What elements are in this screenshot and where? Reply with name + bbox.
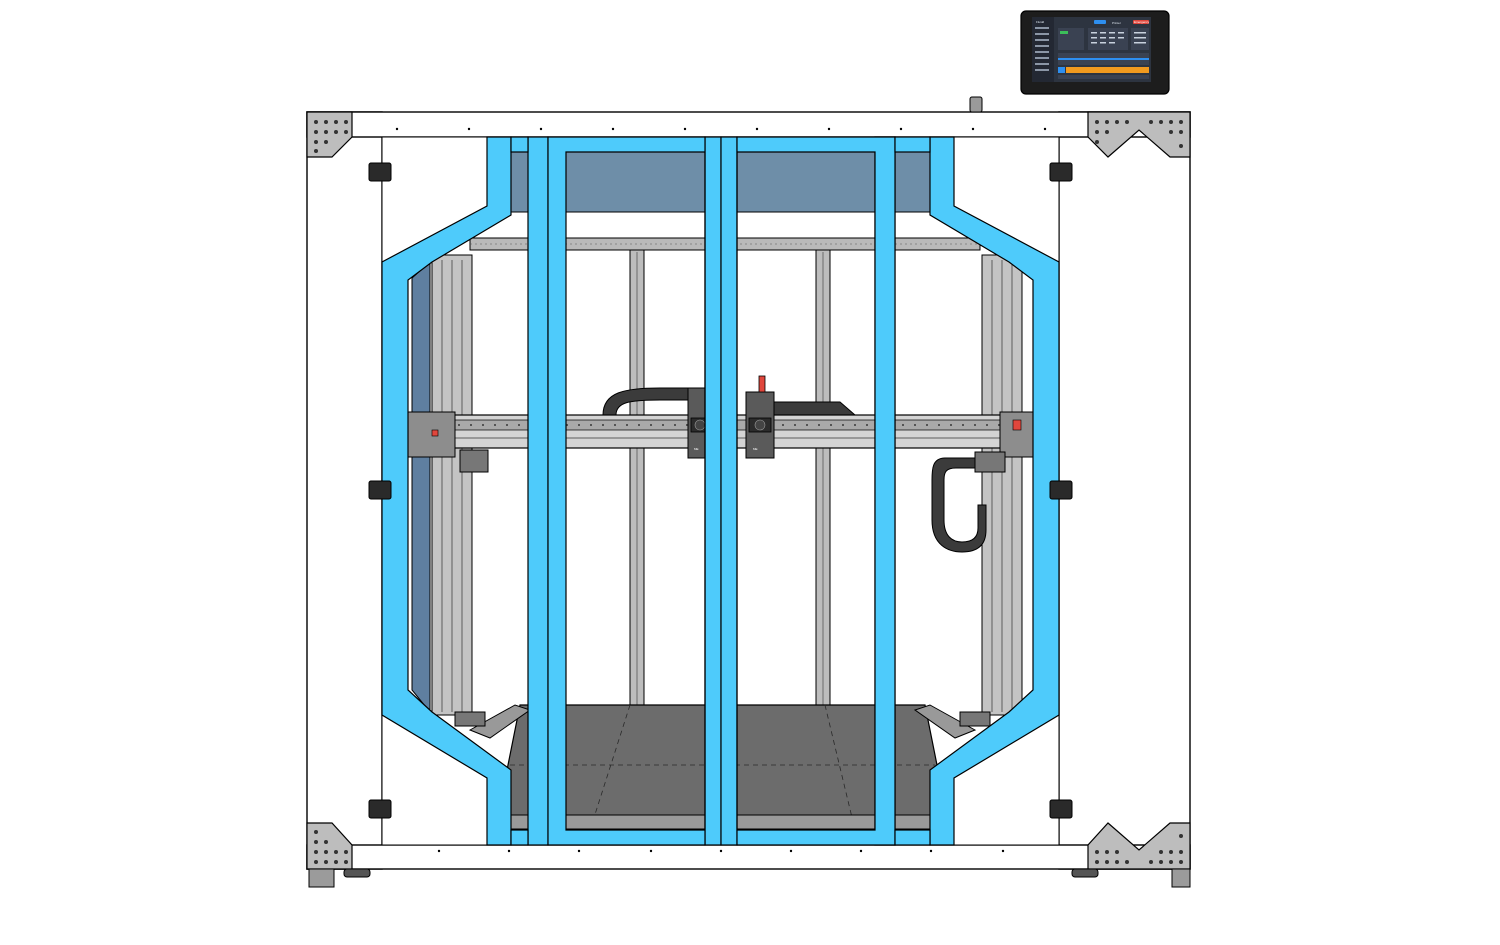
printer-feet [309,869,1190,887]
bottom-rail [307,845,1190,869]
door-bar-3 [721,137,737,845]
toolhead-left-logo: ME [694,447,699,451]
gantry-left-carriage [405,412,455,457]
toolhead-right-logo: ME [753,447,758,451]
hinge-left-bottom [369,800,391,818]
top-cable-grommet [970,97,982,112]
foot-left [309,869,334,887]
hinge-left-mid [369,481,391,499]
hinge-right-bottom [1050,800,1072,818]
gantry-right-carriage [1000,412,1035,457]
hinge-right-top [1050,163,1072,181]
touchscreen-display[interactable] [1021,11,1169,94]
door-bar-1 [528,137,548,845]
screen-label-right[interactable]: Emergency [1134,20,1150,25]
screen-label-left: Fluidd [1036,20,1045,24]
screen-label-mid: Printer [1112,21,1121,25]
top-rail [307,112,1190,137]
foot-right [1172,869,1190,887]
hinge-right-mid [1050,481,1072,499]
right-side-panel [1059,112,1190,869]
door-bar-2 [705,137,721,845]
left-glass-panel [412,262,430,712]
hinge-left-top [369,163,391,181]
